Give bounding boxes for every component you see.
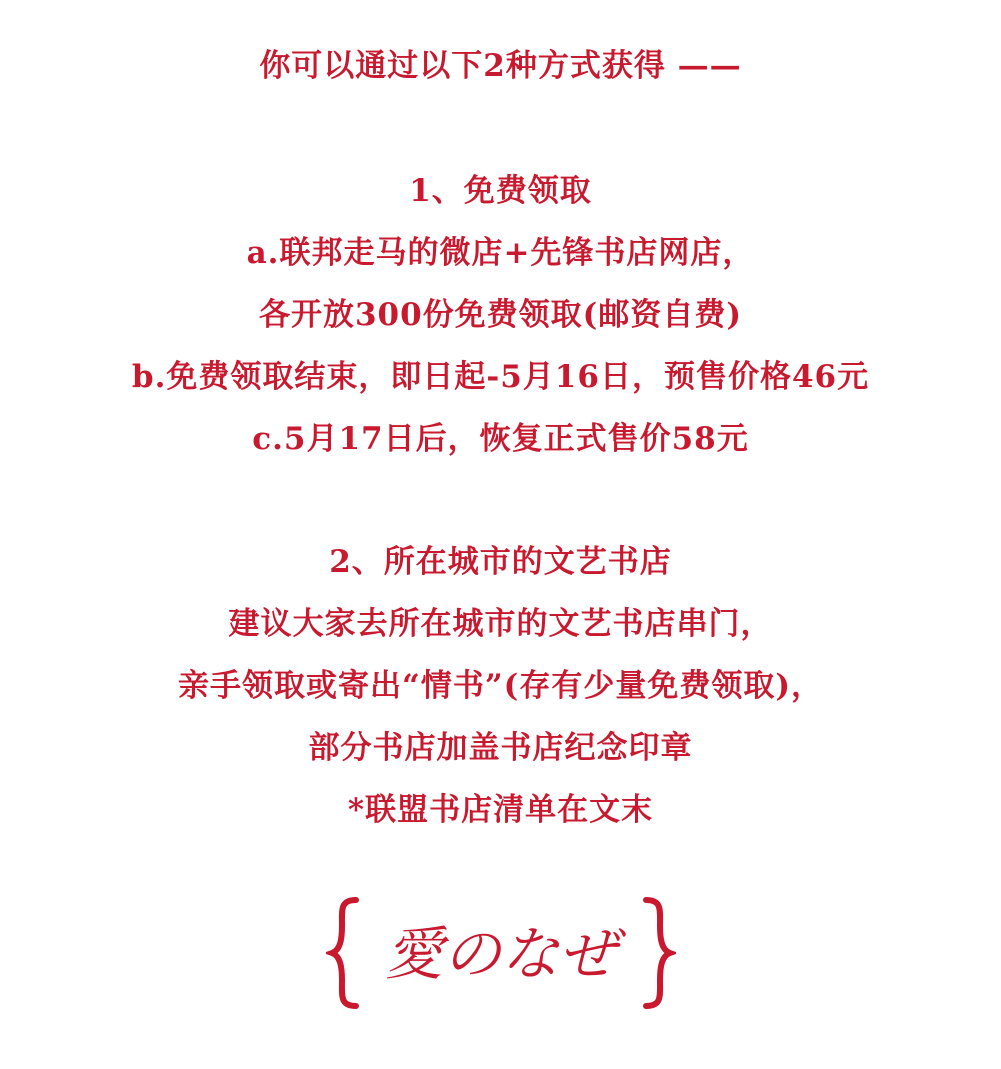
section1-line-b: b.免费领取结束，即日起-5月16日，预售价格46元 xyxy=(131,359,870,395)
brand-logo-svg xyxy=(326,888,676,1018)
logo-lettering: 愛のなぜ xyxy=(384,920,618,988)
intro-line: 你可以通过以下2种方式获得 —— xyxy=(259,48,742,84)
section2-line-1: 建议大家去所在城市的文艺书店串门， xyxy=(228,606,773,642)
section1-line-a-cont: 各开放300份免费领取(邮资自费) xyxy=(258,297,743,333)
section2-line-2: 亲手领取或寄出“情书”(存有少量免费领取)， xyxy=(178,668,823,704)
section2-line-3: 部分书店加盖书店纪念印章 xyxy=(308,730,693,766)
left-brace-icon xyxy=(332,900,356,1006)
brand-logo xyxy=(326,888,676,1018)
section1-line-a: a.联邦走马的微店+先锋书店网店， xyxy=(246,235,755,271)
section2-line-4: *联盟书店清单在文末 xyxy=(347,792,654,828)
section1-line-c: c.5月17日后，恢复正式售价58元 xyxy=(252,421,749,457)
section2-heading: 2、所在城市的文艺书店 xyxy=(329,544,672,580)
section1-heading: 1、免费领取 xyxy=(409,173,592,209)
right-brace-icon xyxy=(646,900,670,1006)
